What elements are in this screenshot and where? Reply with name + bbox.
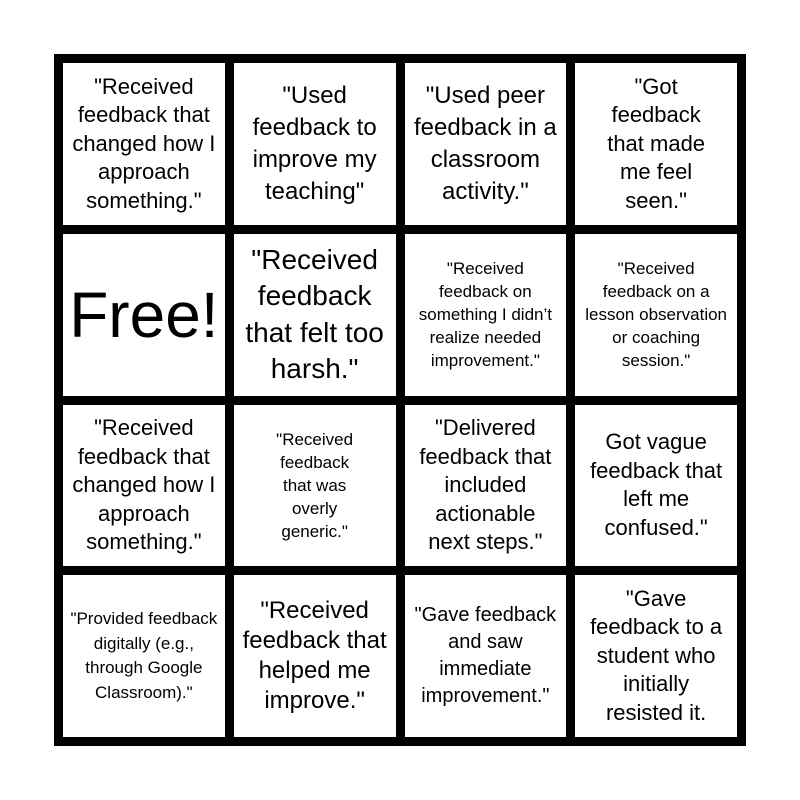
bingo-cell-3-1[interactable] [63,405,225,567]
bingo-cell-1-1[interactable] [63,63,225,225]
bingo-free-space[interactable] [63,234,225,396]
bingo-cell-text: "Received feedback that was overly generic." [276,429,354,541]
bingo-cell-text: Got vague feedback that left me confused." [590,429,723,540]
bingo-cell-text: "Used feedback to improve my teaching" [252,81,377,205]
bingo-cell-text: "Delivered feedback that included actionable next steps." [419,415,552,555]
bingo-cell-1-4[interactable] [575,63,737,225]
bingo-cell-3-2[interactable] [234,405,396,567]
bingo-cell-text: "Provided feedback digitally (e.g., through Google Classroom)." [70,609,218,702]
bingo-cell-text: "Received feedback that changed how I approach something." [72,415,216,555]
bingo-cell-3-3[interactable] [405,405,567,567]
bingo-cell-text: "Received feedback on something I didn’t realize needed improvement." [418,259,552,371]
bingo-cell-text: "Used peer feedback in a classroom activity." [413,81,557,205]
bingo-cell-text: "Received feedback on a lesson observation or coaching session." [585,259,728,371]
bingo-cell-text: "Gave feedback to a student who initially resisted it. [590,585,723,725]
bingo-cell-4-1[interactable] [63,575,225,737]
bingo-cell-text: "Received feedback that helped me improve." [242,597,387,715]
bingo-cell-4-4[interactable] [575,575,737,737]
bingo-cell-2-3[interactable] [405,234,567,396]
bingo-cell-4-3[interactable] [405,575,567,737]
bingo-cell-1-2[interactable] [234,63,396,225]
bingo-cell-4-2[interactable] [234,575,396,737]
free-space-label: Free! [69,278,219,351]
bingo-cell-2-4[interactable] [575,234,737,396]
bingo-cell-text: "Received feedback that changed how I approach something." [72,73,216,213]
bingo-cell-text: "Received feedback that felt too harsh." [245,243,384,385]
bingo-cell-3-4[interactable] [575,405,737,567]
bingo-cell-text: "Got feedback that made me feel seen." [607,73,706,213]
bingo-cell-2-2[interactable] [234,234,396,396]
bingo-board [54,54,746,746]
bingo-cell-1-3[interactable] [405,63,567,225]
bingo-cell-text: "Gave feedback and saw immediate improvement." [414,604,557,708]
